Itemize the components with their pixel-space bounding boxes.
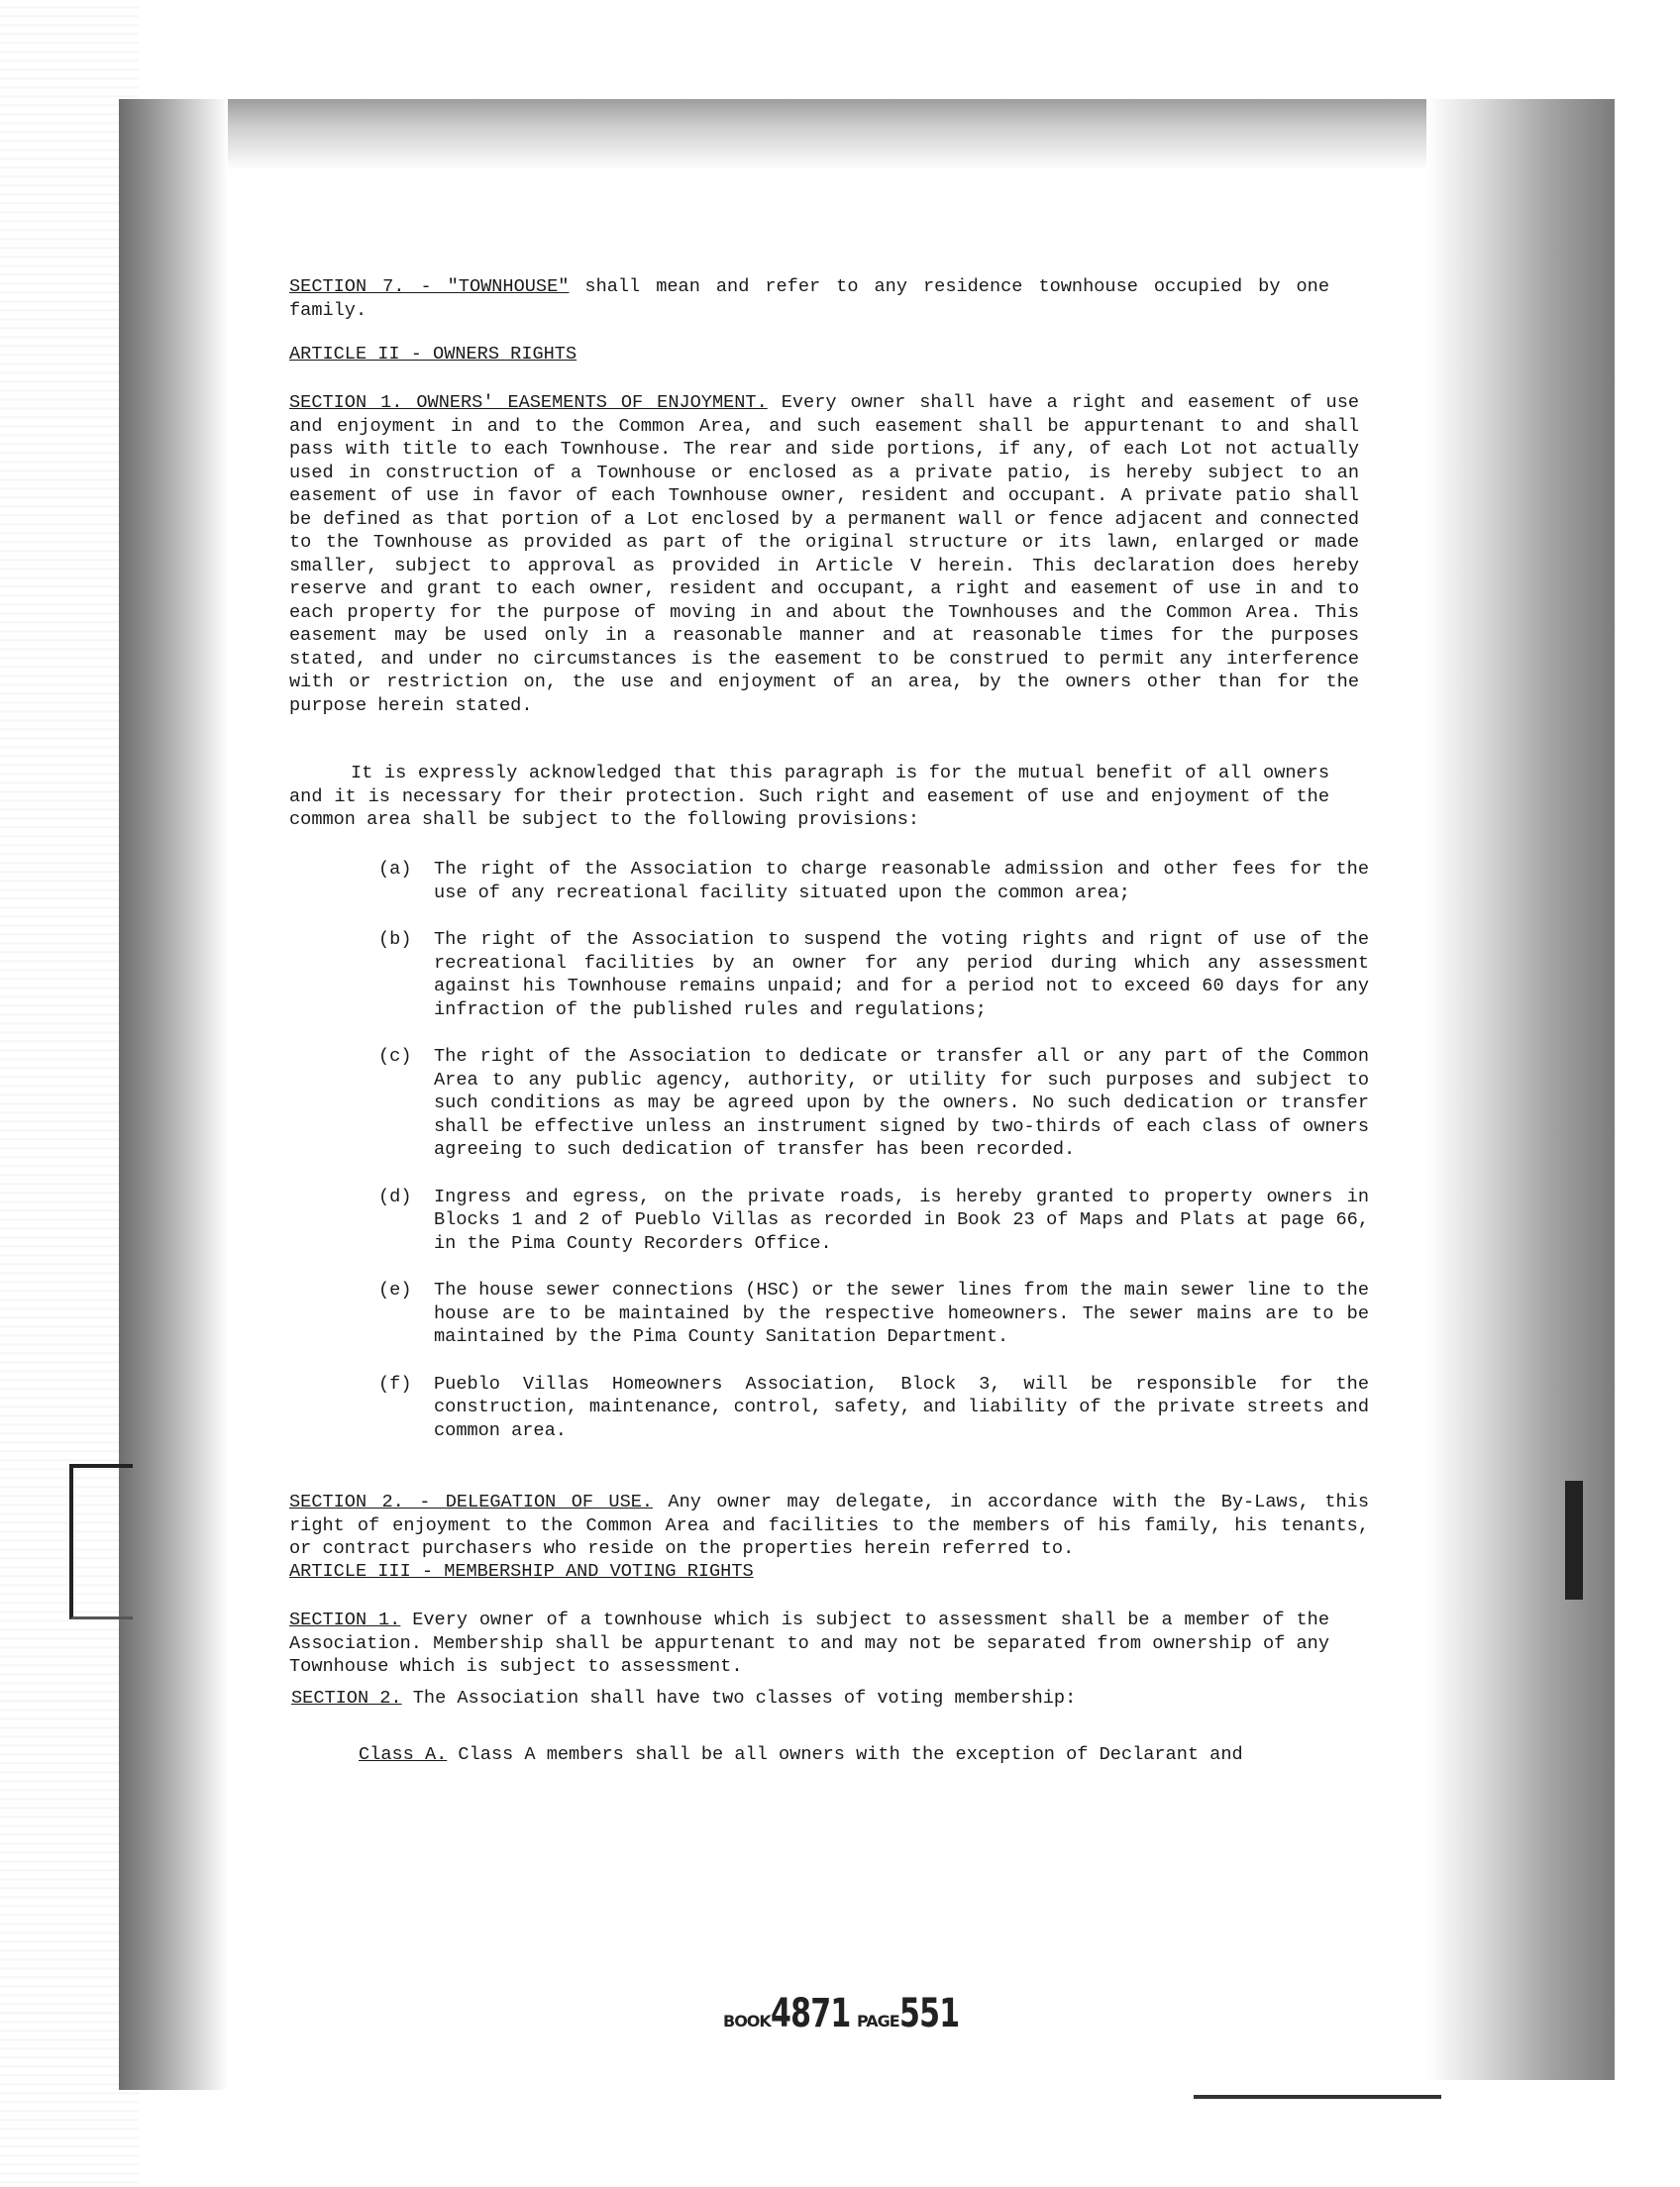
provision-text: The house sewer connections (HSC) or the sewer lines from the main sewer line to the house are to be maintained by the respective homeowners. The sewer mains are to be maintained by the Pima County Sanitation Department.	[434, 1280, 1369, 1347]
article-3-heading: ARTICLE III - MEMBERSHIP AND VOTING RIGHTS	[289, 1561, 754, 1582]
section-2-delegation-paragraph	[289, 1491, 1369, 1561]
provision-text: The right of the Association to charge reasonable admission and other fees for the use of any recreational facility situated upon the common area;	[434, 859, 1369, 903]
section-7-heading: SECTION 7. - "TOWNHOUSE"	[289, 276, 570, 297]
article-3-section-2-heading: SECTION 2.	[291, 1688, 402, 1709]
scan-shadow-top	[129, 99, 1615, 168]
scan-shadow-left	[119, 99, 228, 2090]
book-page-stamp	[723, 1991, 979, 2036]
provision-item	[378, 1373, 1369, 1443]
section-7-paragraph	[289, 275, 1329, 322]
provisions-list	[378, 858, 1369, 1466]
book-number: 4871	[770, 1991, 851, 2036]
section-2-delegation-heading: SECTION 2. - DELEGATION OF USE.	[289, 1492, 654, 1512]
section-1-paragraph	[289, 391, 1359, 717]
article-3-section-1-heading: SECTION 1.	[289, 1610, 401, 1630]
scan-line-mark	[1194, 2095, 1441, 2099]
section-7-text: shall mean and refer to any residence townhouse occupied by one family.	[289, 276, 1329, 321]
section-2-delegation-text: Any owner may delegate, in accordance with the By-Laws, this right of enjoyment to the Common Area and facilities to the members of his family, his tenants, or contract purchasers who reside on the properties herein referred to.	[289, 1492, 1369, 1559]
article-3-section-1-text: Every owner of a townhouse which is subject to assessment shall be a member of the Association. Membership shall be appurtenant to and may not be separated from ownership of any Townhouse which is subject to assessment.	[289, 1610, 1329, 1677]
acknowledgement-paragraph: It is expressly acknowledged that this paragraph is for the mutual benefit of all owners and it is necessary for their protection. Such right and easement of use and enjoyment of the common area shall be subject to the following provisions:	[289, 763, 1329, 830]
page-label: PAGE	[857, 2012, 899, 2031]
book-label: BOOK	[723, 2012, 771, 2031]
article-2-heading: ARTICLE II - OWNERS RIGHTS	[289, 344, 578, 364]
binder-clip-mark	[69, 1464, 133, 1619]
article-3-section-2-text: The Association shall have two classes of voting membership:	[401, 1688, 1077, 1709]
provision-label: (d)	[378, 1186, 412, 1207]
provision-item	[378, 858, 1369, 904]
article-3-section-1-paragraph	[289, 1609, 1329, 1679]
binder-clip-mark-right	[1565, 1481, 1583, 1600]
provision-label: (a)	[378, 859, 412, 880]
section-1-text: Every owner shall have a right and easement of use and enjoyment in and to the Common Area, and such easement shall be appurtenant to and shall pass with title to each Townhouse. The rear and side portions, if any, of each Lot not actually used in construction of a Townhouse or enclosed as a private patio, is hereby subject to an easement of use in favor of each Townhouse owner, resident and occupant. A private patio shall be defined as that portion of a Lot enclosed by a permanent wall or fence adjacent and connected to the Townhouse as provided as part of the original structure or its lawn, enlarged or made smaller, subject to approval as provided in Article V herein. This declaration does hereby reserve and grant to each owner, resident and occupant, a right and easement of use in and to each property for the purpose of moving in and about the Townhouses and the Common Area. This easement may be used only in a reasonable manner and at reasonable times for the purposes stated, and under no circumstances is the easement to be construed to permit any interference with or restriction on, the use and enjoyment of an area, by the owners other than for the purpose herein stated.	[289, 392, 1360, 716]
class-a-paragraph	[359, 1743, 1243, 1767]
provision-item	[378, 1186, 1369, 1256]
provision-label: (e)	[378, 1280, 412, 1301]
class-a-text: Class A members shall be all owners with the exception of Declarant and	[447, 1744, 1243, 1765]
provision-text: The right of the Association to dedicate or transfer all or any part of the Common Area to any public agency, authority, or utility for such purposes and subject to such conditions as may be agreed upon by the owners. No such dedication or transfer shall be effective unless an instrument signed by two-thirds of each class of owners agreeing to such dedication of transfer has been recorded.	[434, 1046, 1369, 1160]
page-number: 551	[898, 1991, 960, 2036]
provision-item	[378, 1279, 1369, 1349]
provision-text: Ingress and egress, on the private roads, is hereby granted to property owners in Blocks 1 and 2 of Pueblo Villas as recorded in Book 23 of Maps and Plats at page 66, in the Pima County Recorders Office.	[434, 1186, 1369, 1254]
section-1-heading: SECTION 1. OWNERS' EASEMENTS OF ENJOYMENT.	[289, 392, 768, 413]
provision-text: Pueblo Villas Homeowners Association, Block 3, will be responsible for the construction, maintenance, control, safety, and liability of the private streets and common area.	[434, 1373, 1369, 1441]
provision-text: The right of the Association to suspend the voting rights and rignt of use of the recreational facilities by an owner for any period during which any assessment against his Townhouse remains unpaid; and for a period not to exceed 60 days for any infraction of the published rules and regulations;	[434, 929, 1369, 1020]
provision-label: (c)	[378, 1046, 412, 1067]
provision-label: (f)	[378, 1373, 412, 1395]
scan-shadow-right	[1426, 99, 1615, 2080]
class-a-heading: Class A.	[359, 1744, 448, 1765]
scan-edge-left	[0, 0, 139, 2187]
article-3-section-2-paragraph	[291, 1687, 1076, 1711]
provision-item	[378, 928, 1369, 1021]
provision-label: (b)	[378, 929, 412, 950]
provision-item	[378, 1045, 1369, 1162]
